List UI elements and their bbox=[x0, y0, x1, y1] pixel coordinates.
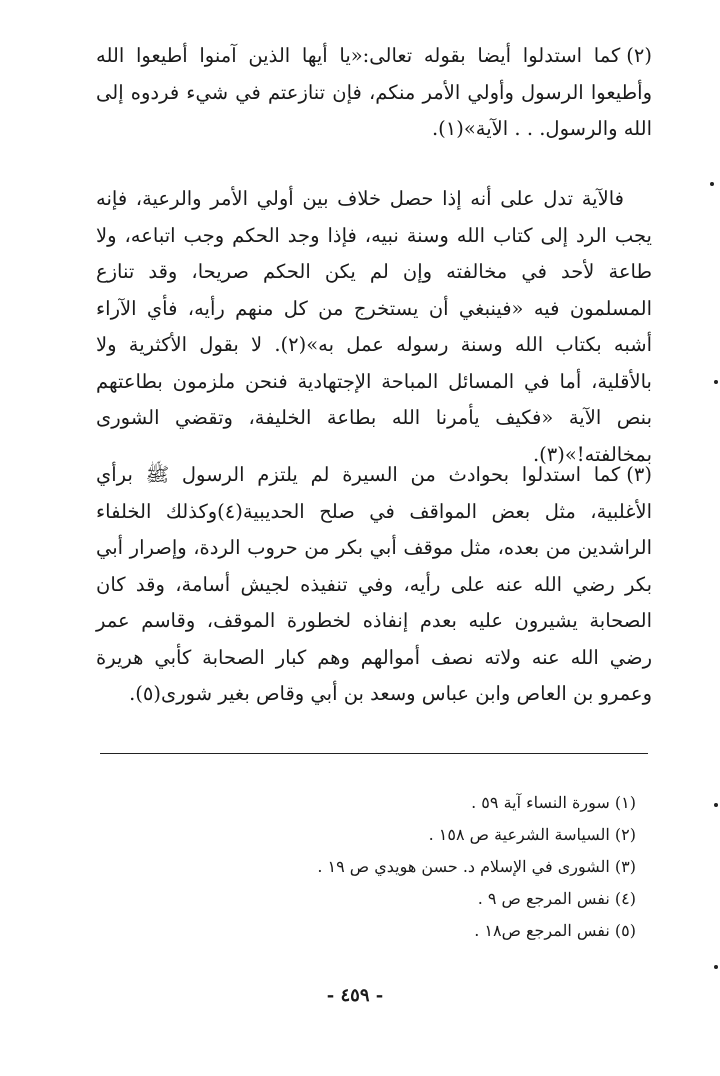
paragraph-text-2: كما استدلوا أيضا بقوله تعالى:«يا أيها الذين آمنوا أطيعوا الله وأطيعوا الرسول وأولي الأمر منكم، فإن تنازعتم في شيء فردوه إلى الله والرسول. . . الآية»(١). bbox=[96, 44, 652, 140]
margin-mark bbox=[710, 182, 714, 186]
paragraph-point-2 bbox=[96, 38, 652, 148]
footnote-1: (١) سورة النساء آية ٥٩ . bbox=[471, 793, 636, 812]
margin-mark bbox=[714, 965, 718, 969]
point-marker-3: (٣) bbox=[626, 463, 652, 486]
paragraph-point-3 bbox=[96, 457, 652, 713]
footnotes-list bbox=[300, 787, 636, 947]
footnote-4: (٤) نفس المرجع ص ٩ . bbox=[477, 889, 636, 908]
paragraph-text-3: كما استدلوا بحوادث من السيرة لم يلتزم الرسول ﷺ برأي الأغلبية، مثل بعض المواقف في صلح الحديبية(٤)وكذلك الخلفاء الراشدين من بعده، مثل موقف أبي بكر من حروب الردة، وإصرار أبي بكر رضي الله عنه على رأيه، وفي تنفيذه لجيش أسامة، وقد كان الصحابة يشيرون عليه بعدم إنفاذه لخطورة الموقف، وقاسم عمر رضي الله عنه ولاته نصف أموالهم وهم كبار الصحابة كأبي هريرة وعمرو بن العاص وابن عباس وسعد بن أبي وقاص بغير شورى(٥). bbox=[96, 463, 653, 705]
margin-mark bbox=[714, 803, 718, 807]
margin-mark bbox=[714, 380, 718, 384]
commentary-text: فالآية تدل على أنه إذا حصل خلاف بين أولي الأمر والرعية، فإنه يجب الرد إلى كتاب الله وسنة نبيه، فإذا وجد الحكم وجب اتباعه، ولا طاعة لأحد في مخالفته وإن لم يكن الحكم صريحا، وقد تنازع المسلمون فيه «فينبغي أن يستخرج من كل منهم رأيه، فأي الآراء أشبه بكتاب الله وسنة رسوله عمل به»(٢). لا بقول الأكثرية ولا بالأقلية، أما في المسائل المباحة الإجتهادية فنحن ملزمون بطاعتهم بنص الآية «فكيف يأمرنا الله بطاعة الخليفة، وتقضي الشورى بمخالفته!»(٣). bbox=[96, 187, 653, 466]
paragraph-commentary bbox=[96, 181, 652, 473]
footnote-3: (٣) الشورى في الإسلام د. حسن هويدي ص ١٩ . bbox=[317, 857, 636, 876]
point-marker-2: (٢) bbox=[626, 44, 652, 67]
footnote-5: (٥) نفس المرجع ص١٨ . bbox=[474, 921, 636, 940]
page-number: - ٤٥٩ - bbox=[326, 985, 384, 1006]
footnote-2: (٢) السياسة الشرعية ص ١٥٨ . bbox=[428, 825, 636, 844]
footnote-divider bbox=[100, 753, 648, 754]
